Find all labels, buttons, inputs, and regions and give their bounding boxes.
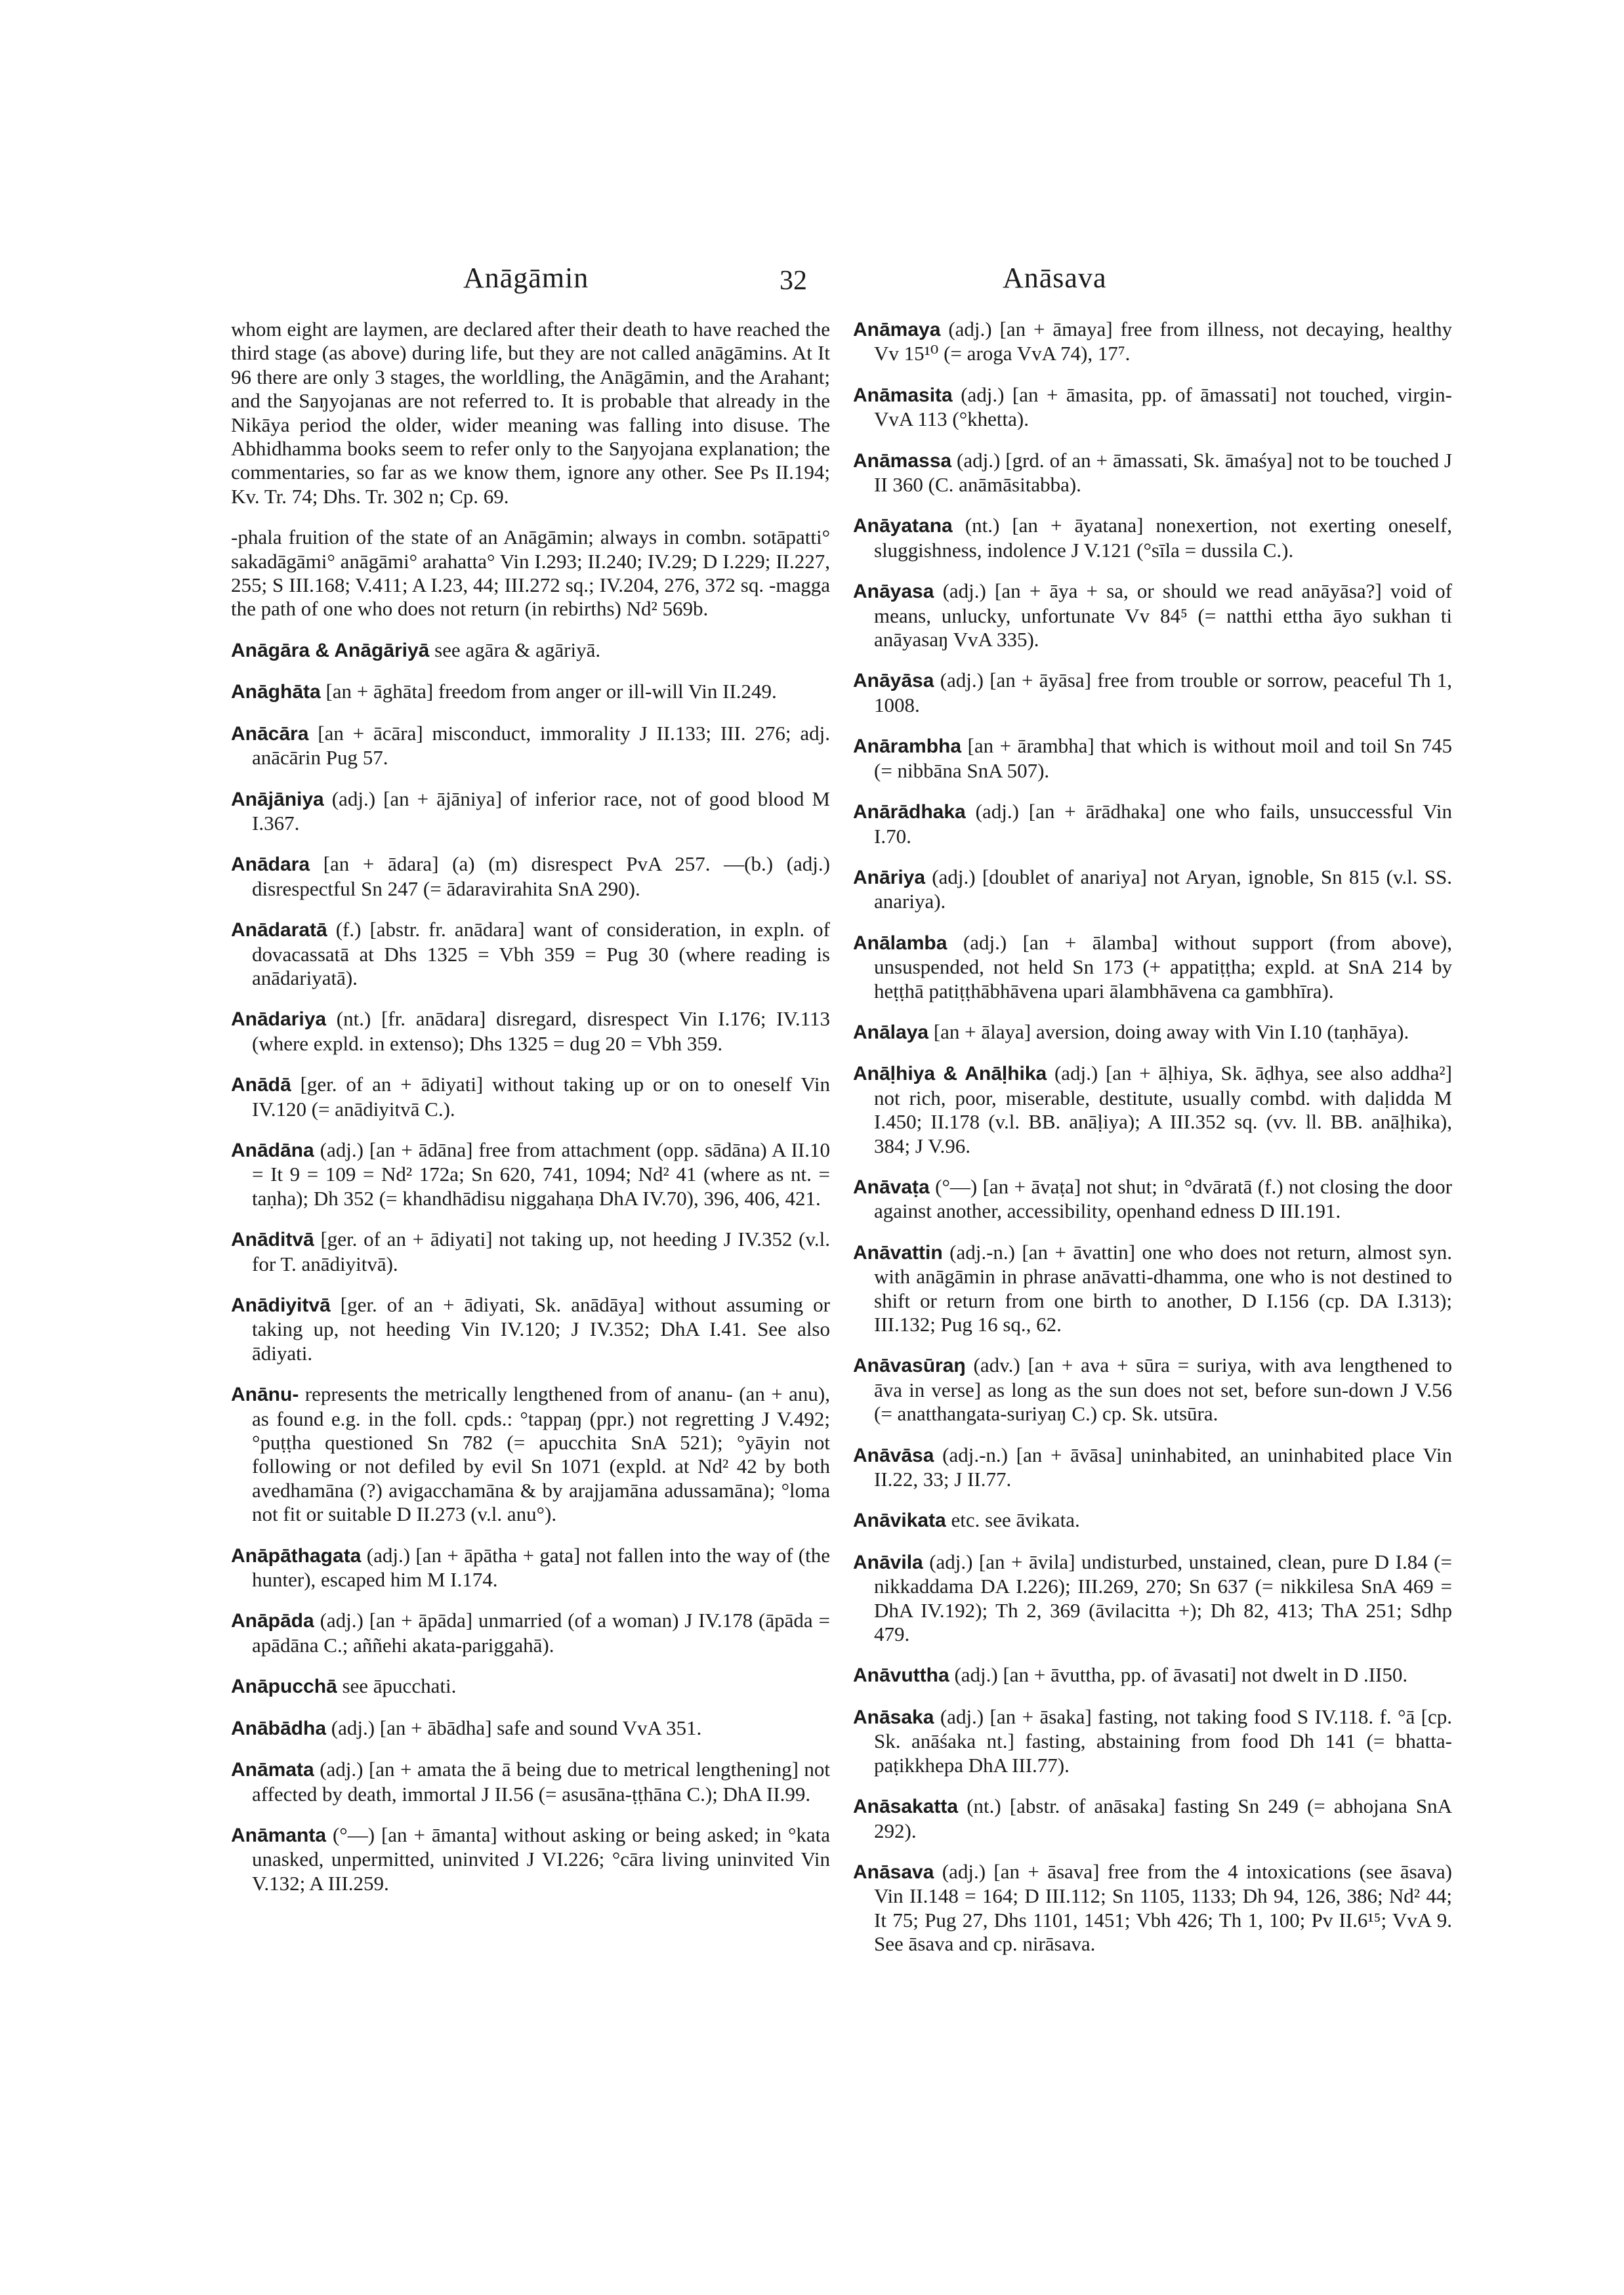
entry-headword: Anāpāda (231, 1610, 314, 1632)
entry-headword: Anāyāsa (853, 670, 934, 692)
entry-headword: Anādiyitvā (231, 1294, 331, 1316)
entry-headword: Anāgāra & Anāgāriyā (231, 639, 430, 661)
entry-headword: Anādara (231, 854, 310, 876)
dictionary-entry (231, 1382, 830, 1526)
entry-headword: Anāpāthagata (231, 1544, 362, 1567)
dictionary-entry (231, 787, 830, 836)
entry-headword: Anāmaya (853, 319, 941, 341)
entry-headword: Anāvaṭa (853, 1176, 930, 1198)
entry-definition: represents the metrically lengthened from of ananu- (an + anu), as found e.g. in the foll. cpds.: °tappaŋ (ppr.) not regretting J V.492; °puṭṭha questioned Sn 782 (= apucchita SnA 521); °yāyin not following or not defiled by evil Sn 1071 (expld. at Nd² 42 by both avedhamāna (?) avigacchamāna & by arajjamāna adussamāna); °loma not fit or suitable D II.273 (v.l. anu°). (252, 1382, 830, 1526)
entry-headword: Anālamba (853, 932, 947, 954)
entry-definition: see agāra & agāriyā. (429, 638, 601, 661)
dictionary-entry (231, 1758, 830, 1806)
entry-headword: Anādā (231, 1074, 291, 1096)
dictionary-entry (853, 318, 1452, 366)
dictionary-entry (853, 1020, 1452, 1044)
dictionary-entry (231, 526, 830, 621)
dictionary-entry (853, 800, 1452, 848)
left-column (231, 318, 830, 1912)
dictionary-entry (853, 669, 1452, 717)
entry-definition: whom eight are laymen, are declared after their death to have reached the third stage (as above) during life, but they are not called anāgāmins. At It 96 there are only 3 stages, the worldling, the Anāgāmin, and the Arahant; and the Saŋyojanas are not referred to. It is probable that already in the Nikāya period the older, wider meaning was falling into disuse. The Abhidhamma books seem to refer only to the Saŋyojana explanation; the commentaries, so far as we know them, ignore any other. See Ps II.194; Kv. Tr. 74; Dhs. Tr. 302 n; Cp. 69. (231, 318, 830, 508)
entry-headword: Anādariya (231, 1008, 327, 1031)
right-column (853, 318, 1452, 1974)
entry-definition: (adj.) [an + āyāsa] free from trouble or sorrow, peaceful Th 1, 1008. (874, 669, 1452, 716)
dictionary-entry (853, 449, 1452, 497)
dictionary-entry (231, 1138, 830, 1210)
entry-definition: [an + ācāra] misconduct, immorality J II.133; III. 276; adj. anācārin Pug 57. (252, 721, 830, 770)
dictionary-entry (231, 918, 830, 990)
dictionary-entry (231, 638, 830, 663)
entry-definition: (adj.) [an + amata the ā being due to metrical lengthening] not affected by death, immortal J II.56 (= asusāna-ṭṭhāna C.); DhA II.99. (252, 1758, 830, 1806)
entry-definition: [ger. of an + ādiyati, Sk. anādāya] without assuming or taking up, not heeding Vin IV.120; J IV.352; DhA I.41. See also ādiyati. (252, 1293, 830, 1365)
dictionary-entry (853, 1241, 1452, 1337)
entry-headword: Anādaratā (231, 919, 327, 941)
entry-definition: (adj.) [an + ārādhaka] one who fails, unsuccessful Vin I.70. (874, 800, 1452, 848)
dictionary-entry (853, 1354, 1452, 1426)
dictionary-entry (853, 1175, 1452, 1224)
entry-definition: (nt.) [abstr. of anāsaka] fasting Sn 249 (= abhojana SnA 292). (874, 1794, 1452, 1842)
entry-definition: [an + ādara] (a) (m) disrespect PvA 257. —(b.) (adj.) disrespectful Sn 247 (= ādaravirahita SnA 290). (252, 852, 830, 900)
entry-definition: (adj.) [an + ājāniya] of inferior race, not of good blood M I.367. (252, 787, 830, 835)
entry-definition: (°—) [an + āmanta] without asking or being asked; in °kata unasked, unpermitted, uninvited J VI.226; °cāra living uninvited Vin V.132; A III.259. (252, 1823, 830, 1895)
entry-headword: Anārambha (853, 735, 962, 758)
entry-definition: (adj.) [grd. of an + āmassati, Sk. āmaśya] not to be touched J II 360 (C. anāmāsitabba). (874, 448, 1452, 497)
dictionary-entry (231, 1007, 830, 1056)
entry-definition: (nt.) [fr. anādara] disregard, disrespect Vin I.176; IV.113 (where expld. in extenso); Dhs 1325 = dug 20 = Vbh 359. (252, 1007, 830, 1055)
dictionary-entry (853, 1663, 1452, 1687)
entry-definition: (f.) [abstr. fr. anādara] want of consideration, in expln. of dovacassatā at Dhs 1325 = Vbh 359 = Pug 30 (where reading is anādariyatā). (252, 918, 830, 989)
dictionary-entry (853, 734, 1452, 783)
dictionary-entry (853, 1443, 1452, 1492)
entry-definition: (adj.) [an + āmaya] free from illness, not decaying, healthy Vv 15¹⁰ (= aroga VvA 74), 17⁷. (874, 318, 1452, 365)
entry-definition: [an + āghāta] freedom from anger or ill-will Vin II.249. (320, 680, 777, 703)
entry-definition: (adj.) [an + ālamba] without support (from above), unsuspended, not held Sn 173 (+ appatiṭṭha; expld. at SnA 214 by heṭṭhā patiṭṭhābhāvena upari ālambhāvena ca gambhīra). (874, 930, 1452, 1003)
entry-definition: (adj.) [an + āḷhiya, Sk. āḍhya, see also addha²] not rich, poor, miserable, destitute, usually combd. with daḷidda M I.450; II.178 (v.l. BB. anāḷiya); A III.352 sq. (vv. ll. BB. anāḷhika), 384; J V.96. (874, 1062, 1452, 1157)
dictionary-entry (231, 1073, 830, 1121)
entry-definition: (adj.) [an + āsava] free from the 4 intoxications (see āsava) Vin II.148 = 164; D III.112; Sn 1105, 1133; Dh 94, 126, 386; Nd² 44; It 75; Pug 27, Dhs 1101, 1451; Vbh 426; Th 1, 100; Pv II.6¹⁵; VvA 9. See āsava and cp. nirāsava. (874, 1859, 1452, 1956)
entry-headword: Anāyatana (853, 515, 953, 537)
entry-headword: Anāsava (853, 1861, 934, 1883)
entry-headword: Anāvāsa (853, 1444, 934, 1466)
entry-definition: -phala fruition of the state of an Anāgāmin; always in combn. sotāpatti° sakadāgāmi° anāgāmi° arahatta° Vin I.293; II.240; IV.29; D I.229; II.227, 255; S III.168; V.411; A I.23, 44; III.272 sq.; IV.204, 276, 372 sq. -magga the path of one who does not return (in rebirths) Nd² 569b. (231, 526, 830, 621)
entry-headword: Anāmata (231, 1759, 314, 1781)
entry-definition: (nt.) [an + āyatana] nonexertion, not exerting oneself, sluggishness, indolence J V.121 (°sīla = dussila C.). (874, 514, 1452, 562)
entry-definition: (adj.-n.) [an + āvattin] one who does not return, almost syn. with anāgāmin in phrase anāvatti-dhamma, one who is not destined to shift or return from one birth to another, D I.156 (cp. DA I.313); III.132; Pug 16 sq., 62. (874, 1240, 1452, 1336)
entry-headword: Anābādha (231, 1717, 327, 1739)
dictionary-entry (853, 1550, 1452, 1647)
entry-headword: Anānu- (231, 1384, 299, 1406)
dictionary-entry (853, 1794, 1452, 1843)
header-right-word: Anāsava (1003, 262, 1107, 294)
header-left-word: Anāgāmin (463, 262, 589, 294)
entry-definition: (adj.) [an + āpātha + gata] not fallen into the way of (the hunter), escaped him M I.174. (252, 1543, 830, 1592)
entry-definition: (adj.) [an + āya + sa, or should we read anāyāsa?] void of means, unlucky, unfortunate Vv 84⁵ (= natthi ettha āyo sukhan ti anāyasaŋ VvA 335). (874, 579, 1452, 651)
dictionary-entry (853, 1705, 1452, 1777)
dictionary-entry (853, 514, 1452, 562)
entry-definition: [ger. of an + ādiyati] without taking up or on to oneself Vin IV.120 (= anādiyitvā C.). (252, 1073, 830, 1121)
dictionary-entry (231, 1228, 830, 1276)
entry-headword: Anārādhaka (853, 801, 966, 823)
dictionary-entry (231, 1823, 830, 1895)
dictionary-entry (231, 1674, 830, 1699)
entry-headword: Anāvila (853, 1551, 923, 1573)
entry-headword: Anāghāta (231, 681, 321, 703)
entry-headword: Anāmasita (853, 384, 953, 406)
entry-definition: see āpucchati. (337, 1674, 457, 1698)
entry-definition: (adj.) [doublet of anariya] not Aryan, ignoble, Sn 815 (v.l. SS. anariya). (874, 865, 1452, 913)
page-number: 32 (780, 266, 807, 296)
entry-definition: [an + ālaya] aversion, doing away with Vin I.10 (taṇhāya). (928, 1020, 1409, 1043)
dictionary-entry (231, 722, 830, 770)
dictionary-entry (231, 1609, 830, 1657)
entry-headword: Anāvasūraŋ (853, 1355, 966, 1377)
dictionary-entry (231, 1544, 830, 1592)
dictionary-entry (853, 931, 1452, 1003)
entry-headword: Anāditvā (231, 1229, 314, 1251)
running-header (0, 261, 1624, 307)
entry-headword: Anāpucchā (231, 1676, 337, 1698)
entry-headword: Anāmassa (853, 449, 952, 472)
entry-headword: Anājāniya (231, 788, 324, 810)
dictionary-entry (231, 852, 830, 901)
entry-headword: Anācāra (231, 722, 309, 745)
dictionary-entry (231, 1293, 830, 1365)
entry-definition: (adj.) [an + āvuttha, pp. of āvasati] not dwelt in D .II50. (949, 1663, 1408, 1687)
entry-headword: Anāriya (853, 866, 926, 888)
entry-headword: Anāyasa (853, 581, 934, 603)
entry-definition: (adj.) [an + ābādha] safe and sound VvA 351. (326, 1716, 702, 1739)
entry-headword: Anālaya (853, 1021, 929, 1043)
dictionary-entry (853, 1860, 1452, 1956)
dictionary-entry (853, 1062, 1452, 1158)
entry-definition: etc. see āvikata. (946, 1508, 1080, 1532)
entry-definition: (°—) [an + āvaṭa] not shut; in °dvāratā (f.) not closing the door against another, accessibility, openhand edness D III.191. (874, 1174, 1452, 1223)
entry-headword: Anāḷhiya & Anāḷhika (853, 1063, 1047, 1085)
entry-definition: (adj.) [an + ādāna] free from attachment (opp. sādāna) A II.10 = It 9 = 109 = Nd² 172a; Sn 620, 741, 1094; Nd² 41 (where as nt. = taṇha); Dh 352 (= khandhādisu niggahaṇa DhA IV.70), 396, 406, 421. (252, 1138, 830, 1210)
entry-headword: Anāvattin (853, 1241, 943, 1264)
entry-definition: (adj.) [an + āmasita, pp. of āmassati] not touched, virgin- VvA 113 (°khetta). (874, 382, 1452, 431)
entry-definition: (adj.) [an + āpāda] unmarried (of a woman) J IV.178 (āpāda = apādāna C.; aññehi akata-pariggahā). (252, 1609, 830, 1657)
entry-headword: Anāmanta (231, 1824, 327, 1846)
entry-definition: (adj.-n.) [an + āvāsa] uninhabited, an uninhabited place Vin II.22, 33; J II.77. (874, 1443, 1452, 1491)
dictionary-entry (231, 318, 830, 508)
entry-headword: Anādāna (231, 1139, 314, 1161)
dictionary-entry (231, 1716, 830, 1741)
entry-headword: Anāsakatta (853, 1796, 959, 1818)
entry-definition: [ger. of an + ādiyati] not taking up, not heeding J IV.352 (v.l. for T. anādiyitvā). (252, 1228, 830, 1275)
entry-definition: (adj.) [an + āsaka] fasting, not taking food S IV.118. f. °ā [cp. Sk. anāśaka nt.] fasting, abstaining from food Dh 141 (= bhatta-paṭikkhepa DhA III.77). (874, 1705, 1452, 1777)
dictionary-entry (853, 865, 1452, 914)
dictionary-entry (853, 1508, 1452, 1533)
entry-definition: (adv.) [an + ava + sūra = suriya, with ava lengthened to āva in verse] as long as the sun does not set, before sun-down J V.56 (= anatthangata-suriyaŋ C.) cp. Sk. utsūra. (874, 1354, 1452, 1426)
dictionary-entry (231, 680, 830, 704)
entry-headword: Anāsaka (853, 1706, 934, 1728)
entry-definition: [an + ārambha] that which is without moil and toil Sn 745 (= nibbāna SnA 507). (874, 734, 1452, 782)
dictionary-entry (853, 579, 1452, 651)
entry-definition: (adj.) [an + āvila] undisturbed, unstained, clean, pure D I.84 (= nikkaddama DA I.226); III.269, 270; Sn 637 (= nikkilesa SnA 469 = DhA IV.192); Th 2, 369 (āvilacitta +); Dh 82, 413; ThA 251; Sdhp 479. (874, 1550, 1452, 1646)
entry-headword: Anāvuttha (853, 1664, 949, 1687)
dictionary-entry (853, 383, 1452, 432)
entry-headword: Anāvikata (853, 1510, 946, 1532)
